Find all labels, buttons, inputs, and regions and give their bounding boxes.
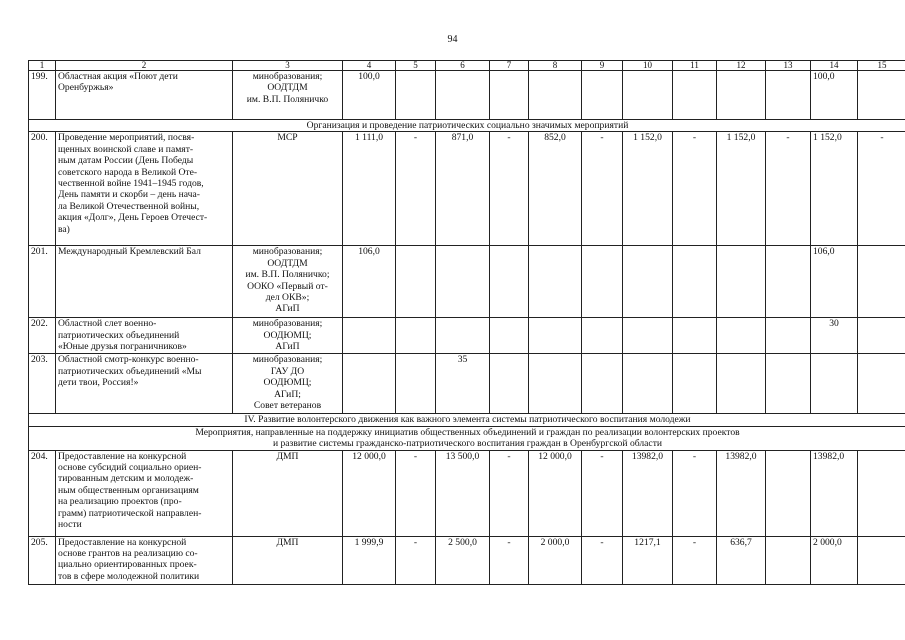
activity-name: Предоставление на конкурсной основе субсидий социально ориен- тированным детским и молодеж- ным общественным организациям на реализацию проектов (про- грамм) патриотической направлен- ности (56, 450, 233, 536)
table-row (29, 450, 905, 536)
value-col-15 (858, 536, 905, 584)
executor: минобразования; ООДЮМЦ; АГиП (233, 318, 343, 354)
executor: ДМП (233, 536, 343, 584)
value-col-7: - (490, 450, 529, 536)
value-col-9 (582, 71, 623, 120)
value-col-12 (717, 318, 766, 354)
value-col-13 (766, 71, 811, 120)
activity-name: Международный Кремлевский Бал (56, 246, 233, 318)
value-col-9: - (582, 132, 623, 246)
value-col-7: - (490, 536, 529, 584)
table-row (29, 132, 905, 246)
section-title-iv: IV. Развитие волонтерского движения как важного элемента системы патриотического воспитания молодежи (29, 414, 905, 426)
value-col-7 (490, 318, 529, 354)
value-col-14: 13982,0 (811, 450, 858, 536)
value-col-12 (717, 246, 766, 318)
header-cell: 12 (717, 61, 766, 71)
activity-name: Областной слет военно- патриотических объединений «Юные друзья пограничников» (56, 318, 233, 354)
value-col-13: - (766, 132, 811, 246)
value-col-8 (529, 318, 582, 354)
value-col-13 (766, 536, 811, 584)
page-number: 94 (447, 34, 458, 45)
value-col-10: 1 152,0 (623, 132, 673, 246)
value-col-4 (343, 354, 396, 414)
section-row (29, 414, 905, 426)
header-cell: 10 (623, 61, 673, 71)
value-col-7 (490, 246, 529, 318)
value-col-15 (858, 71, 905, 120)
value-col-15: - (858, 132, 905, 246)
value-col-5 (396, 246, 436, 318)
header-row (29, 61, 905, 71)
section-row (29, 426, 905, 450)
value-col-4: 1 111,0 (343, 132, 396, 246)
value-col-6 (436, 246, 490, 318)
header-cell: 4 (343, 61, 396, 71)
value-col-6 (436, 71, 490, 120)
value-col-15 (858, 246, 905, 318)
value-col-11: - (673, 132, 717, 246)
value-col-6: 871,0 (436, 132, 490, 246)
value-col-14: 106,0 (811, 246, 858, 318)
value-col-12 (717, 354, 766, 414)
header-cell: 6 (436, 61, 490, 71)
row-number: 203. (29, 354, 56, 414)
value-col-6: 2 500,0 (436, 536, 490, 584)
value-col-10: 13982,0 (623, 450, 673, 536)
value-col-5 (396, 354, 436, 414)
value-col-12: 1 152,0 (717, 132, 766, 246)
activity-name: Проведение мероприятий, посвя- щенных воинской славе и памят- ным датам России (День Победы советского народа в Великой Оте- чественной войне 1941–1945 годов, День памяти и скорби – день нача- ла Великой Отечественной войны, акция «Долг», День Героев Отечест- ва) (56, 132, 233, 246)
value-col-4: 100,0 (343, 71, 396, 120)
row-number: 205. (29, 536, 56, 584)
value-col-14: 1 152,0 (811, 132, 858, 246)
value-col-11 (673, 246, 717, 318)
value-col-13 (766, 450, 811, 536)
value-col-4: 106,0 (343, 246, 396, 318)
value-col-14: 100,0 (811, 71, 858, 120)
activity-name: Областная акция «Поют дети Оренбуржья» (56, 71, 233, 120)
value-col-11: - (673, 450, 717, 536)
value-col-14 (811, 354, 858, 414)
value-col-15 (858, 354, 905, 414)
row-number: 200. (29, 132, 56, 246)
table-row (29, 354, 905, 414)
header-cell: 3 (233, 61, 343, 71)
header-cell: 1 (29, 61, 56, 71)
header-cell: 14 (811, 61, 858, 71)
value-col-10 (623, 71, 673, 120)
header-cell: 13 (766, 61, 811, 71)
value-col-10 (623, 246, 673, 318)
value-col-13 (766, 246, 811, 318)
value-col-13 (766, 318, 811, 354)
value-col-14: 2 000,0 (811, 536, 858, 584)
executor: МСР (233, 132, 343, 246)
value-col-8: 12 000,0 (529, 450, 582, 536)
value-col-11: - (673, 536, 717, 584)
value-col-7 (490, 71, 529, 120)
section-title-organization: Организация и проведение патриотических социально значимых мероприятий (29, 120, 905, 132)
table-row (29, 318, 905, 354)
value-col-8: 852,0 (529, 132, 582, 246)
value-col-5: - (396, 536, 436, 584)
header-cell: 8 (529, 61, 582, 71)
section-title-volunteer: Мероприятия, направленные на поддержку инициатив общественных объединений и граждан по реализации волонтерских проектов и развитие системы гражданско-патриотического воспитания граждан в Оренбургской области (29, 426, 905, 450)
value-col-10: 1217,1 (623, 536, 673, 584)
value-col-12: 636,7 (717, 536, 766, 584)
value-col-6: 35 (436, 354, 490, 414)
row-number: 201. (29, 246, 56, 318)
value-col-9 (582, 354, 623, 414)
row-number: 204. (29, 450, 56, 536)
section-row (29, 120, 905, 132)
value-col-9 (582, 318, 623, 354)
value-col-10 (623, 318, 673, 354)
value-col-13 (766, 354, 811, 414)
row-number: 199. (29, 71, 56, 120)
value-col-15 (858, 318, 905, 354)
value-col-8: 2 000,0 (529, 536, 582, 584)
value-col-6 (436, 318, 490, 354)
value-col-15 (858, 450, 905, 536)
value-col-11 (673, 354, 717, 414)
value-col-8 (529, 354, 582, 414)
activity-name: Областной смотр-конкурс военно- патриотических объединений «Мы дети твои, Россия!» (56, 354, 233, 414)
activity-name: Предоставление на конкурсной основе грантов на реализацию со- циально ориентированных проек- тов в сфере молодежной политики (56, 536, 233, 584)
value-col-8 (529, 246, 582, 318)
header-cell: 2 (56, 61, 233, 71)
value-col-4 (343, 318, 396, 354)
header-cell: 7 (490, 61, 529, 71)
value-col-5: - (396, 450, 436, 536)
value-col-5 (396, 71, 436, 120)
program-table (28, 60, 905, 585)
value-col-9: - (582, 536, 623, 584)
executor: ДМП (233, 450, 343, 536)
value-col-12: 13982,0 (717, 450, 766, 536)
value-col-5: - (396, 132, 436, 246)
executor: минобразования; ГАУ ДО ООДЮМЦ; АГиП; Совет ветеранов (233, 354, 343, 414)
value-col-4: 12 000,0 (343, 450, 396, 536)
value-col-14: 30 (811, 318, 858, 354)
value-col-8 (529, 71, 582, 120)
value-col-12 (717, 71, 766, 120)
executor: минобразования; ООДТДМ им. В.П. Поляничко; ООКО «Первый от- дел ОКВ»; АГиП (233, 246, 343, 318)
header-cell: 5 (396, 61, 436, 71)
table-row (29, 246, 905, 318)
value-col-9: - (582, 450, 623, 536)
value-col-6: 13 500,0 (436, 450, 490, 536)
value-col-11 (673, 318, 717, 354)
value-col-10 (623, 354, 673, 414)
value-col-7: - (490, 132, 529, 246)
table-row (29, 71, 905, 120)
value-col-11 (673, 71, 717, 120)
header-cell: 11 (673, 61, 717, 71)
row-number: 202. (29, 318, 56, 354)
value-col-7 (490, 354, 529, 414)
header-cell: 9 (582, 61, 623, 71)
value-col-5 (396, 318, 436, 354)
value-col-9 (582, 246, 623, 318)
header-cell: 15 (858, 61, 905, 71)
table-row (29, 536, 905, 584)
executor: минобразования; ООДТДМ им. В.П. Поляничко (233, 71, 343, 120)
value-col-4: 1 999,9 (343, 536, 396, 584)
